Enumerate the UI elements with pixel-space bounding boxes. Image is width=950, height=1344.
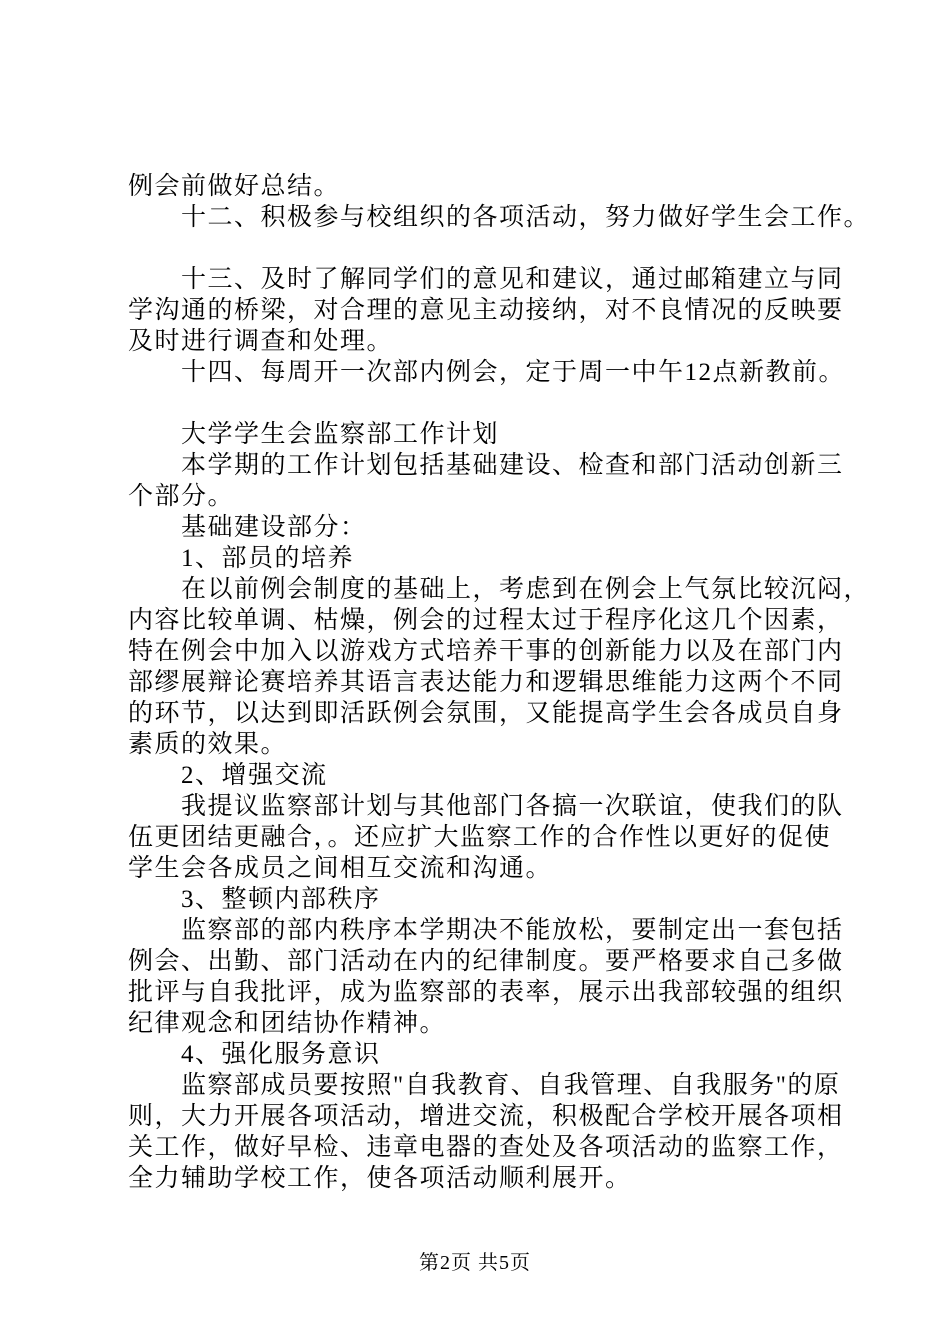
text-line: 关工作，做好早检、违章电器的查处及各项活动的监察工作， <box>128 1134 844 1161</box>
text-line: 在以前例会制度的基础上，考虑到在例会上气氛比较沉闷， <box>181 576 871 603</box>
text-line: 十二、积极参与校组织的各项活动，努力做好学生会工作。 <box>181 204 871 231</box>
section-heading: 基础建设部分： <box>181 514 367 541</box>
text-line: 例会、出勤、部门活动在内的纪律制度。要严格要求自己多做 <box>128 948 844 975</box>
text-line: 全力辅助学校工作，使各项活动顺利展开。 <box>128 1165 632 1192</box>
text-line: 及时进行调查和处理。 <box>128 328 394 355</box>
text-line: 我提议监察部计划与其他部门各搞一次联谊，使我们的队 <box>181 793 844 820</box>
text-line: 个部分。 <box>128 483 235 510</box>
blank-line <box>128 233 860 264</box>
document-title: 大学学生会监察部工作计划 <box>181 421 500 448</box>
text-line: 素质的效果。 <box>128 731 288 758</box>
list-item-heading: 1、部员的培养 <box>181 545 355 572</box>
text-line: 监察部的部内秩序本学期决不能放松，要制定出一套包括 <box>181 917 844 944</box>
text-line: 学生会各成员之间相互交流和沟通。 <box>128 855 553 882</box>
text-line: 本学期的工作计划包括基础建设、检查和部门活动创新三 <box>181 452 844 479</box>
document-body <box>128 171 871 1194</box>
text-line: 监察部成员要按照"自我教育、自我管理、自我服务"的原 <box>181 1072 841 1099</box>
text-line: 纪律观念和团结协作精神。 <box>128 1010 447 1037</box>
text-line: 特在例会中加入以游戏方式培养干事的创新能力以及在部门内 <box>128 638 844 665</box>
text-line: 则，大力开展各项活动，增进交流，积极配合学校开展各项相 <box>128 1103 844 1130</box>
text-line: 的环节，以达到即活跃例会氛围，又能提高学生会各成员自身 <box>128 700 844 727</box>
list-item-heading: 2、增强交流 <box>181 762 328 789</box>
text-line: 十四、每周开一次部内例会，定于周一中午12点新教前。 <box>181 359 846 386</box>
page-number-footer: 第2页 共5页 <box>419 1252 531 1274</box>
text-line: 例会前做好总结。 <box>128 173 341 200</box>
text-line: 部缪展辩论赛培养其语言表达能力和逻辑思维能力这两个不同 <box>128 669 844 696</box>
text-line: 学沟通的桥梁，对合理的意见主动接纳，对不良情况的反映要 <box>128 297 844 324</box>
text-line: 十三、及时了解同学们的意见和建议，通过邮箱建立与同 <box>181 266 844 293</box>
list-item-heading: 4、强化服务意识 <box>181 1041 381 1068</box>
text-line: 伍更团结更融合，。还应扩大监察工作的合作性以更好的促使 <box>128 824 832 851</box>
text-line: 批评与自我批评，成为监察部的表率，展示出我部较强的组织 <box>128 979 844 1006</box>
text-line: 内容比较单调、枯燥，例会的过程太过于程序化这几个因素， <box>128 607 844 634</box>
blank-line <box>128 388 860 419</box>
list-item-heading: 3、整顿内部秩序 <box>181 886 381 913</box>
